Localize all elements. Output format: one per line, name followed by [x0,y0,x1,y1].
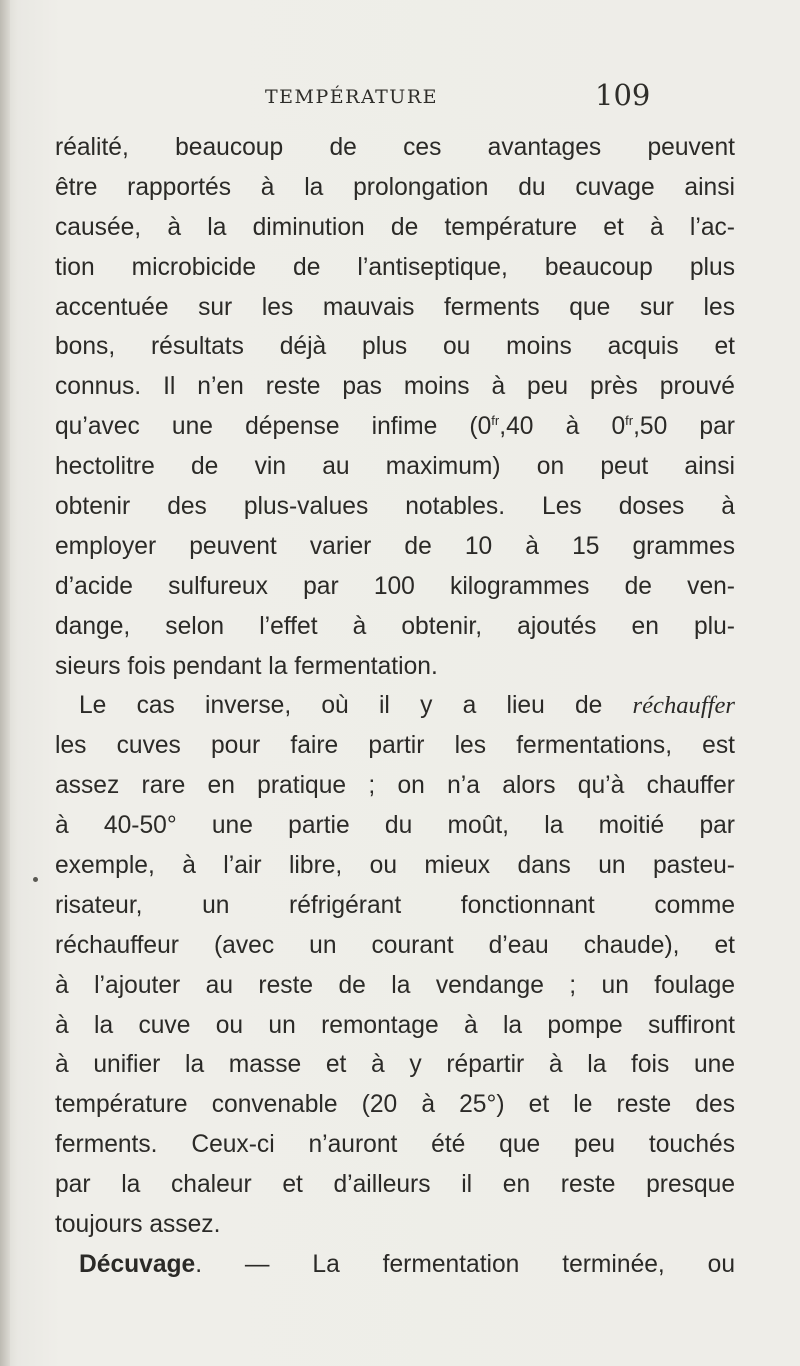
text-line-6: bons, résultats déjà plus ou moins acquis et [55,333,735,361]
text-line-3: causée, à la diminution de température et à l’ac- [55,213,735,241]
body-text [55,128,735,1285]
text-line-23: à la cuve ou un remontage à la pompe suffiront [55,1011,735,1039]
text-line-12: d’acide sulfureux par 100 kilogrammes de ven- [55,572,735,600]
running-title: TEMPÉRATURE [265,86,438,108]
line-15-part-a: Le cas inverse, où il y a lieu de [79,692,633,720]
text-line-29 [55,1245,735,1285]
text-line-2: être rapportés à la prolongation du cuvage ainsi [55,173,735,201]
section-heading-decuvage: Décuvage [79,1250,196,1278]
text-line-25: température convenable (20 à 25°) et le reste des [55,1091,735,1119]
text-line-13: dange, selon l’effet à obtenir, ajoutés en plu- [55,612,735,640]
text-line-21: réchauffeur (avec un courant d’eau chaude), et [55,931,735,959]
text-line-17: assez rare en pratique ; on n’a alors qu’à chauffer [55,772,735,800]
text-line-28: toujours assez. [55,1211,221,1239]
margin-mark [33,877,38,882]
line-8-part-a: qu’avec une dépense infime (0 [55,413,492,441]
text-line-5: accentuée sur les mauvais ferments que sur les [55,293,735,321]
text-line-27: par la chaleur et d’ailleurs il en reste presque [55,1171,735,1199]
text-line-22: à l’ajouter au reste de la vendange ; un foulage [55,971,735,999]
text-line-8 [55,407,735,447]
franc-abbrev-2: fr [625,413,634,429]
text-line-19: exemple, à l’air libre, ou mieux dans un pasteu- [55,852,735,880]
text-line-1: réalité, beaucoup de ces avantages peuvent [55,134,735,161]
line-8-part-c: ,50 par [633,413,735,441]
text-line-26: ferments. Ceux-ci n’auront été que peu touchés [55,1131,735,1159]
text-line-9: hectolitre de vin au maximum) on peut ainsi [55,453,735,481]
line-8-part-b: ,40 à 0 [499,413,626,441]
text-line-7: connus. Il n’en reste pas moins à peu près prouvé [55,373,735,401]
text-line-16: les cuves pour faire partir les fermentations, est [55,732,735,760]
page-number: 109 [595,78,651,112]
franc-abbrev-1: fr [491,413,500,429]
page-header [0,78,800,118]
text-line-15 [55,686,735,726]
text-line-11: employer peuvent varier de 10 à 15 grammes [55,532,735,560]
text-line-18: à 40-50° une partie du moût, la moitié par [55,812,735,840]
page-binding-edge [0,0,10,1366]
text-line-24: à unifier la masse et à y répartir à la fois une [55,1051,735,1079]
text-line-10: obtenir des plus-values notables. Les doses à [55,493,735,521]
line-29-rest: . — La fermentation terminée, ou [195,1250,735,1278]
text-line-14: sieurs fois pendant la fermentation. [55,652,438,680]
text-line-4: tion microbicide de l’antiseptique, beaucoup plus [55,253,735,281]
italic-word-rechauffer: réchauffer [632,692,735,720]
text-line-20: risateur, un réfrigérant fonctionnant comme [55,891,735,919]
